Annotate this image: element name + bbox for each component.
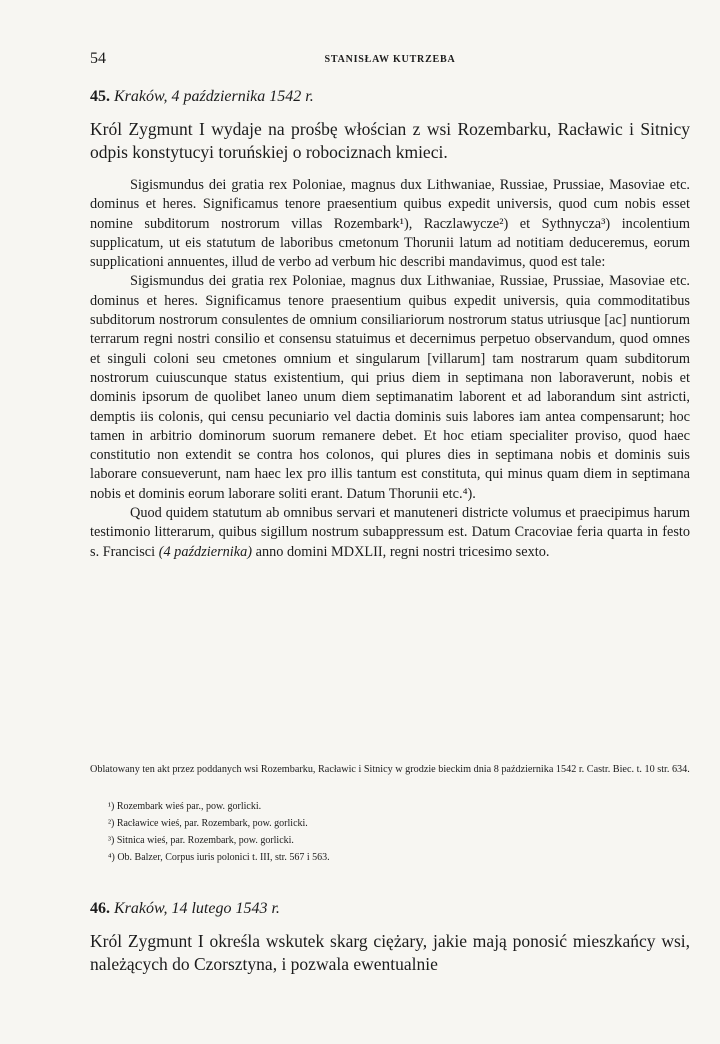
paragraph-3-end: anno domini MDXLII, regni nostri tricesimo sexto. bbox=[252, 543, 550, 560]
entry-number: 46. bbox=[90, 900, 110, 917]
entry-45-paragraph-3 bbox=[90, 504, 690, 562]
paragraph-3-date: (4 października) bbox=[158, 543, 253, 560]
entry-45-oblata-note: Oblatowany ten akt przez poddanych wsi Rozembarku, Racławic i Sitnicy w grodzie bieckim dnia 8 października 1542 r. Castr. Biec. t. 10 str. 634. bbox=[90, 764, 690, 775]
paragraph-3-text: Quod quidem statutum ab omnibus servari et manuteneri districte volumus et praecipimus harum testimonio litterarum, quibus sigillum nostrum subappressum est. Datum Cracoviae feria quarta in festo s. Francisci bbox=[90, 505, 690, 560]
entry-46-heading bbox=[90, 900, 280, 918]
entry-45-body bbox=[90, 176, 690, 562]
entry-46-summary: Król Zygmunt I określa wskutek skarg ciężary, jakie mają ponosić mieszkańcy wsi, należących do Czorsztyna, i pozwala ewentualnie bbox=[90, 931, 690, 974]
entry-45-summary: Król Zygmunt I wydaje na prośbę włościan z wsi Rozembarku, Racławic i Sitnicy odpis konstytucyi toruńskiej o robociznach kmieci. bbox=[90, 119, 690, 162]
footnotes bbox=[108, 798, 668, 866]
entry-place-date: Kraków, 14 lutego 1543 r. bbox=[114, 900, 280, 917]
entry-45-heading bbox=[90, 88, 314, 106]
footnote-4: ⁴) Ob. Balzer, Corpus iuris polonici t. III, str. 567 i 563. bbox=[108, 852, 330, 863]
page-number: 54 bbox=[90, 50, 106, 67]
footnote-3: ³) Sitnica wieś, par. Rozembark, pow. gorlicki. bbox=[108, 835, 294, 846]
footnote-1: ¹) Rozembark wieś par., pow. gorlicki. bbox=[108, 801, 262, 812]
entry-place-date: Kraków, 4 października 1542 r. bbox=[114, 88, 314, 105]
entry-45-paragraph-1: Sigismundus dei gratia rex Poloniae, magnus dux Lithwaniae, Russiae, Prussiae, Masoviae etc. dominus et heres. Significamus tenore praesentium quibus expedit universis, quod cum nobis esset nomine subditorum nostrorum villas Rozembark¹), Raczlawycze²) et Sythnycza³) incolentium supplicatum, ut eis statutum de laboribus cmetonum Thorunii latum ad notitiam deduceremus, eorum supplicationi annuentes, illud de verbo ad verbum hic describi mandavimus, quod est tale: bbox=[90, 177, 690, 271]
running-head: STANISŁAW KUTRZEBA bbox=[324, 54, 456, 65]
footnote-2: ²) Racławice wieś, par. Rozembark, pow. gorlicki. bbox=[108, 818, 308, 829]
page-header bbox=[90, 50, 690, 72]
entry-45-paragraph-2: Sigismundus dei gratia rex Poloniae, magnus dux Lithwaniae, Russiae, Prussiae, Masoviae etc. dominus et heres. Significamus tenore praesentium quibus expedit universis, quia commoditatibus subditorum nostrorum consulentes de omnium consiliariorum nostrorum status utriusque [ac] nuntiorum terrarum regni nostri consilio et consensu statuimus et decernimus perpetuo observandum, quod omnes et singuli coloni seu cmetones omnium et singularum [villarum] tam nostrarum quam subditorum nostrorum cuiuscunque status existentium, qui prius diem in septimana non laboraverunt, nobis et dominis ipsorum de quolibet laneo unum diem septimanatim laborent et ad laborandum sint astricti, demptis iis colonis, qui censu pecuniario vel dactia dominis suis labores iam antea compensarunt; hoc tamen in arbitrio dominorum suorum remanere debet. Et hoc etiam specialiter proviso, quod haec constitutio non extendit se contra hos colonos, qui plures dies in septimana nobis et dominis suis laborare consueverunt, nam haec lex pro illis tantum est constituta, qui minus quam diem in septimana nobis et dominis eorum laborare soliti erant. Datum Thorunii etc.⁴). bbox=[90, 273, 690, 502]
entry-number: 45. bbox=[90, 88, 110, 105]
